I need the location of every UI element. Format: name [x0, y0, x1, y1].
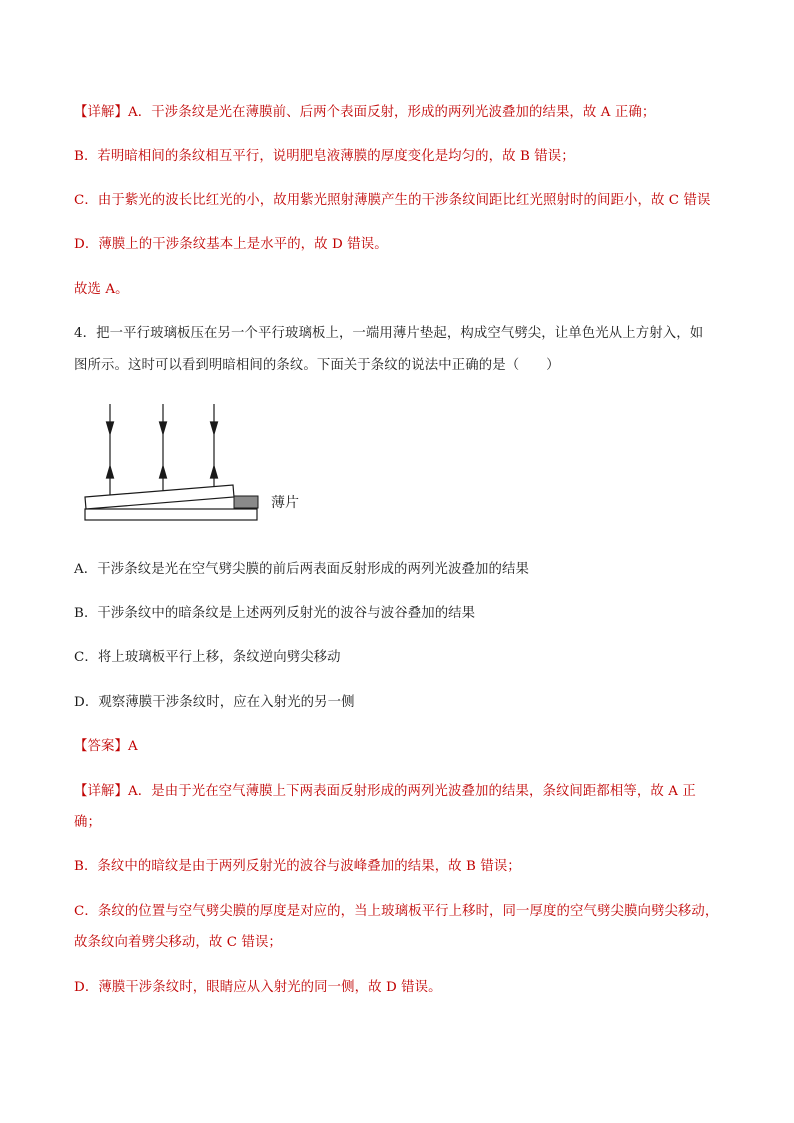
option-d: D．观察薄膜干涉条纹时，应在入射光的另一侧 — [74, 695, 355, 710]
prev-explanation-line-c: C．由于紫光的波长比红光的小，故用紫光照射薄膜产生的干涉条纹间距比红光照射时的间距小，故 C 错误 — [74, 193, 711, 208]
explanation-label: 【详解】 — [74, 105, 128, 120]
question-text-line-2: 图所示。这时可以看到明暗相间的条纹。下面关于条纹的说法中正确的是（ ） — [74, 358, 560, 373]
thin-shim — [234, 496, 258, 508]
answer-label: 【答案】 — [74, 739, 128, 754]
prev-explanation-line-a: 【详解】A．干涉条纹是光在薄膜前、后两个表面反射，形成的两列光波叠加的结果，故 A 正确； — [74, 105, 656, 120]
option-b: B．干涉条纹中的暗条纹是上述两列反射光的波谷与波谷叠加的结果 — [74, 606, 476, 621]
down-arrow-icon — [211, 422, 218, 434]
answer-value: A — [127, 739, 138, 754]
prev-explanation-line-b: B．若明暗相间的条纹相互平行，说明肥皂液薄膜的厚度变化是均匀的，故 B 错误； — [74, 149, 575, 164]
shim-label: 薄片 — [271, 495, 299, 511]
question-text-line-1: 4．把一平行玻璃板压在另一个平行玻璃板上，一端用薄片垫起，构成空气劈尖，让单色光从上方射入，如 — [74, 326, 704, 341]
down-arrow-icon — [160, 422, 167, 434]
top-glass-plate — [85, 485, 234, 509]
explanation-line-c1: C．条纹的位置与空气劈尖膜的厚度是对应的，当上玻璃板平行上移时，同一厚度的空气劈尖膜向劈尖移动， — [74, 904, 719, 919]
answer-line — [74, 738, 138, 756]
prev-conclusion: 故选 A。 — [74, 282, 129, 297]
up-arrow-icon — [211, 466, 218, 478]
incident-light-arrows — [107, 404, 218, 498]
option-a: A．干涉条纹是光在空气劈尖膜的前后两表面反射形成的两列光波叠加的结果 — [74, 562, 529, 577]
up-arrow-icon — [107, 466, 114, 478]
explanation-line-c2: 故条纹向着劈尖移动，故 C 错误； — [74, 935, 282, 950]
down-arrow-icon — [107, 422, 114, 434]
option-c: C．将上玻璃板平行上移，条纹逆向劈尖移动 — [74, 650, 341, 665]
explanation-line-d: D．薄膜干涉条纹时，眼睛应从入射光的同一侧，故 D 错误。 — [74, 980, 442, 995]
explanation-line-a1: 【详解】A．是由于光在空气薄膜上下两表面反射形成的两列光波叠加的结果，条纹间距都相等，故 A 正 — [74, 784, 696, 799]
up-arrow-icon — [160, 466, 167, 478]
explanation-label: 【详解】 — [74, 784, 128, 799]
prev-explanation-line-d: D．薄膜上的干涉条纹基本上是水平的，故 D 错误。 — [74, 237, 388, 252]
explanation-line-b: B．条纹中的暗纹是由于两列反射光的波谷与波峰叠加的结果，故 B 错误； — [74, 859, 521, 874]
air-wedge-figure — [60, 396, 320, 528]
bottom-glass-plate — [85, 509, 257, 520]
explanation-line-a2: 确； — [74, 815, 101, 830]
